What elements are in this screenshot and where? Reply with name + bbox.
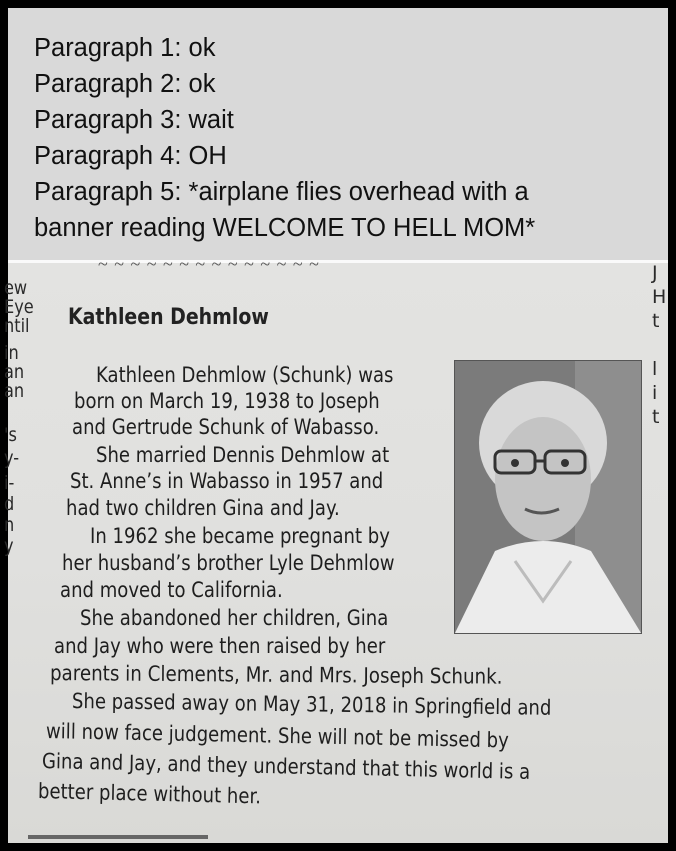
fragment bbox=[4, 401, 34, 420]
fragment bbox=[652, 335, 666, 359]
obituary-line: She married Dennis Dehmlow at bbox=[96, 443, 390, 467]
fragment: in bbox=[4, 342, 19, 364]
caption-box bbox=[8, 8, 668, 260]
obituary-line: Gina and Jay, and they understand that this world is a bbox=[41, 749, 531, 784]
portrait-photo bbox=[454, 360, 642, 634]
obituary-line: her husband’s brother Lyle Dehmlow bbox=[62, 551, 395, 575]
fragment: t bbox=[652, 310, 660, 332]
obituary-line: Kathleen Dehmlow (Schunk) was bbox=[96, 363, 394, 387]
obituary-line: and Gertrude Schunk of Wabasso. bbox=[72, 415, 380, 439]
caption-line: Paragraph 1: ok bbox=[34, 34, 216, 62]
fragment: H bbox=[652, 286, 667, 308]
obituary-line: In 1962 she became pregnant by bbox=[90, 524, 390, 548]
bottom-rule bbox=[28, 835, 208, 839]
fragment: d bbox=[4, 493, 15, 515]
right-column-fragments bbox=[652, 263, 666, 431]
fragment: ew bbox=[4, 277, 28, 299]
fragment: ntil bbox=[4, 315, 30, 337]
newspaper-clipping bbox=[4, 254, 668, 843]
fragment: an bbox=[4, 380, 25, 402]
caption-line: Paragraph 3: wait bbox=[34, 106, 234, 134]
obituary-line: She passed away on May 31, 2018 in Springfield and bbox=[71, 689, 552, 720]
portrait-icon bbox=[455, 361, 641, 633]
caption-line: Paragraph 4: OH bbox=[34, 142, 227, 170]
left-column-fragments bbox=[4, 279, 39, 556]
obituary-line: had two children Gina and Jay. bbox=[66, 496, 340, 520]
fragment: i bbox=[652, 382, 658, 404]
cut-off-header: ~ ~ ~ ~ ~ ~ ~ ~ ~ ~ ~ ~ ~ ~ bbox=[98, 254, 320, 274]
caption-line: banner reading WELCOME TO HELL MOM* bbox=[34, 214, 536, 242]
fragment: t bbox=[652, 406, 660, 428]
obituary-name: Kathleen Dehmlow bbox=[68, 305, 269, 330]
fragment: i- bbox=[4, 472, 15, 494]
caption-line: Paragraph 5: *airplane flies overhead with a bbox=[34, 178, 529, 206]
obituary-line: St. Anne’s in Wabasso in 1957 and bbox=[70, 469, 384, 493]
fragment: n bbox=[4, 514, 15, 536]
obituary-line: and Jay who were then raised by her bbox=[54, 634, 386, 658]
obituary-line: and moved to California. bbox=[60, 578, 283, 602]
obituary-line: She abandoned her children, Gina bbox=[80, 606, 389, 630]
obituary-line: better place without her. bbox=[37, 779, 262, 809]
fragment: J bbox=[652, 262, 658, 284]
fragment: Eye bbox=[4, 296, 34, 318]
obituary-line: parents in Clements, Mr. and Mrs. Joseph Schunk. bbox=[49, 661, 503, 689]
meme-frame bbox=[4, 8, 668, 843]
fragment: an bbox=[4, 361, 25, 383]
fragment: y- bbox=[4, 447, 20, 469]
fragment: 's bbox=[4, 424, 17, 446]
obituary-line: will now face judgement. She will not be missed by bbox=[45, 719, 509, 753]
fragment: y bbox=[4, 535, 14, 557]
obituary-line: born on March 19, 1938 to Joseph bbox=[74, 389, 380, 413]
fragment: l bbox=[652, 358, 658, 380]
caption-text bbox=[34, 30, 535, 246]
caption-line: Paragraph 2: ok bbox=[34, 70, 216, 98]
